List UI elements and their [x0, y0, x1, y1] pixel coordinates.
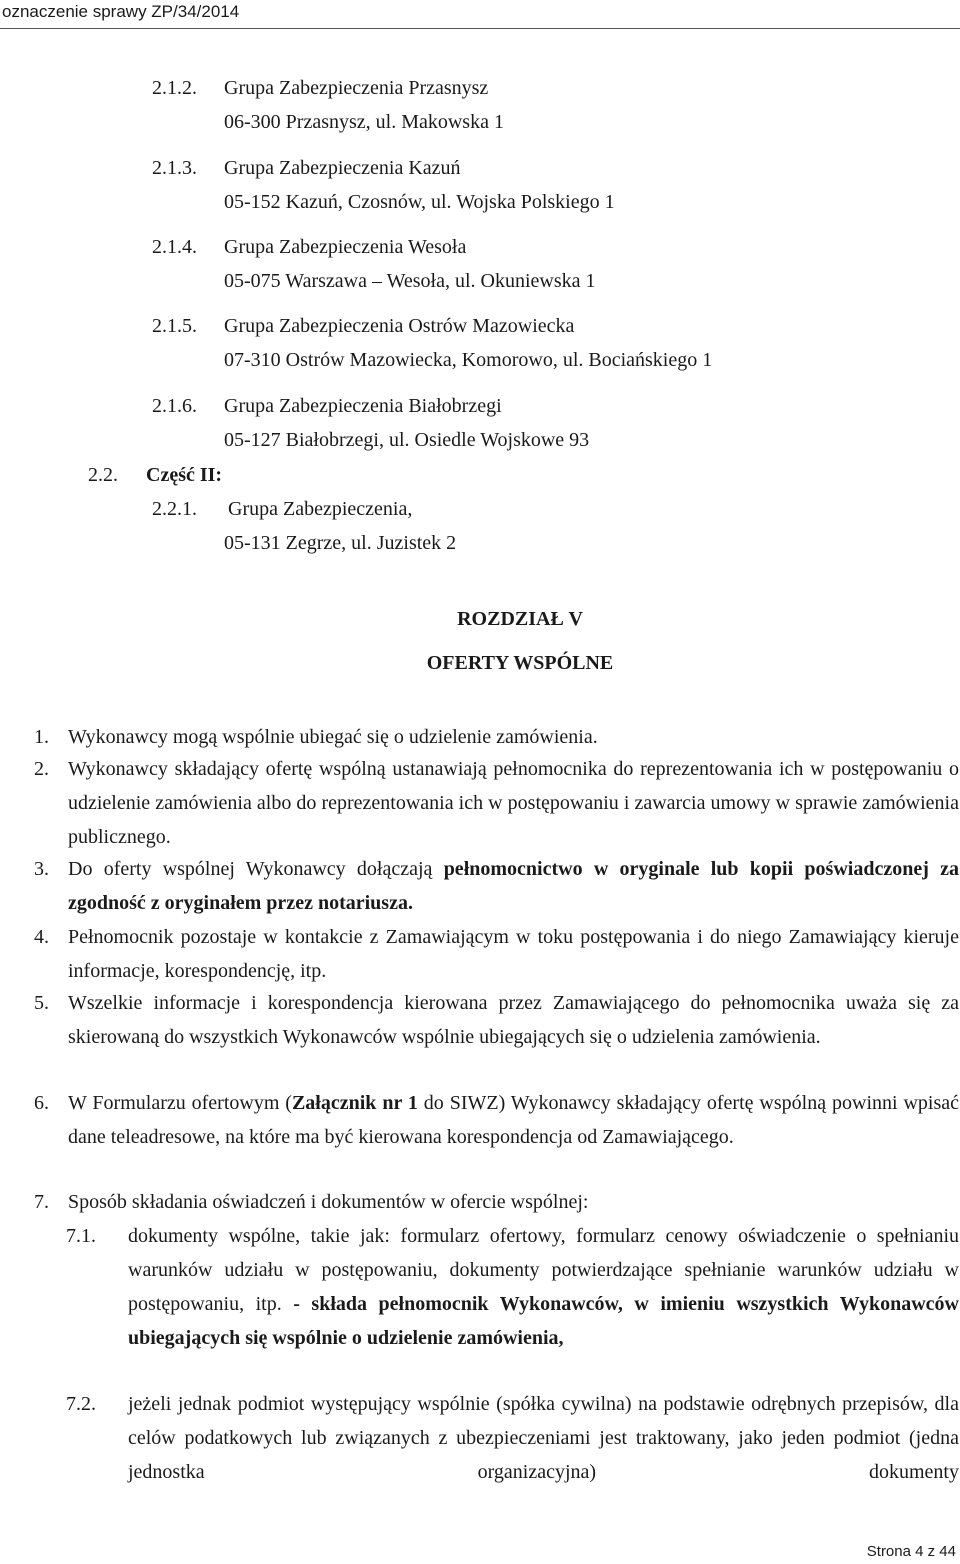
point-text-bold: Załącznik nr 1 [291, 1092, 418, 1114]
point-number: 7. [34, 1191, 49, 1213]
chapter-subtitle: OFERTY WSPÓLNE [426, 652, 614, 674]
point-text-regular: do SIWZ) Wykonawcy składający ofertę wspólną powinni wpisać dane teleadresowe, na które ma być kierowana korespondencja od Zamawiającego. [68, 1092, 959, 1148]
point-text: Sposób składania oświadczeń i dokumentów w ofercie wspólnej: [68, 1191, 589, 1213]
address-line: 05-075 Warszawa – Wesoła, ul. Okuniewska 1 [224, 270, 596, 292]
point-text [68, 1086, 959, 1154]
point-text: Wszelkie informacje i korespondencja kierowana przez Zamawiającego do pełnomocnika uważa się za skierowaną do wszystkich Wykonawców wspólnie ubiegających się o udzielenia zamówienia. [68, 992, 959, 1048]
point-number: 3. [34, 858, 49, 880]
page-number: Strona 4 z 44 [866, 1543, 956, 1560]
address-number: 2.2.1. [152, 498, 197, 520]
point-text: Pełnomocnik pozostaje w kontakcie z Zamawiającym w toku postępowania i do niego Zamawiający kieruje informacje, korespondencję, itp. [68, 926, 959, 982]
point-text-regular: dokumenty wspólne, takie jak: formularz ofertowy, formularz cenowy oświadczenie o spełnianiu warunków udziału w postępowaniu, dokumenty potwierdzające spełnianie warunków udziału w postępowaniu, itp. [128, 1225, 959, 1315]
point-number: 4. [34, 926, 49, 948]
part-label: Część II: [146, 464, 223, 486]
point-text [68, 852, 959, 920]
address-line: 06-300 Przasnysz, ul. Makowska 1 [224, 111, 504, 133]
point-number: 1. [34, 726, 49, 748]
address-line: 05-131 Zegrze, ul. Juzistek 2 [224, 532, 457, 554]
document-reference: oznaczenie sprawy ZP/34/2014 [2, 2, 240, 21]
address-name: Grupa Zabezpieczenia Wesoła [224, 236, 467, 258]
point-text: jeżeli jednak podmiot występujący wspólnie (spółka cywilna) na podstawie odrębnych przepisów, dla celów podatkowych lub związanych z ubezpieczeniami jest traktowany, jako jeden podmiot (jedna jednostka organizacyjna) dokumenty [128, 1393, 959, 1483]
address-name: Grupa Zabezpieczenia Przasnysz [224, 77, 489, 99]
address-name: Grupa Zabezpieczenia Białobrzegi [224, 395, 502, 417]
address-line: 07-310 Ostrów Mazowiecka, Komorowo, ul. Bociańskiego 1 [224, 349, 713, 371]
point-text: Wykonawcy składający ofertę wspólną ustanawiają pełnomocnika do reprezentowania ich w postępowaniu o udzielenie zamówienia albo do reprezentowania ich w postępowaniu i zawarcia umowy w sprawie zamówienia publicznego. [68, 758, 959, 848]
point-text-regular: Do oferty wspólnej Wykonawcy dołączają [68, 858, 444, 880]
address-name: Grupa Zabezpieczenia Ostrów Mazowiecka [224, 315, 575, 337]
point-number: 2. [34, 758, 49, 780]
point-number: 5. [34, 992, 49, 1014]
point-text-regular: W Formularzu ofertowym ( [68, 1092, 292, 1114]
point-number: 7.2. [66, 1393, 96, 1415]
point-text: Wykonawcy mogą wspólnie ubiegać się o udzielenie zamówienia. [68, 726, 598, 748]
part-number: 2.2. [88, 464, 118, 486]
chapter-title: ROZDZIAŁ V [457, 608, 583, 630]
address-name: Grupa Zabezpieczenia, [228, 498, 413, 520]
address-number: 2.1.6. [152, 395, 197, 417]
address-number: 2.1.4. [152, 236, 197, 258]
address-number: 2.1.2. [152, 77, 197, 99]
point-text [128, 1219, 959, 1355]
point-text-bold: - składa pełnomocnik Wykonawców, w imieniu wszystkich Wykonawców ubiegających się wspólnie o udzielenie zamówienia, [128, 1293, 959, 1349]
address-line: 05-127 Białobrzegi, ul. Osiedle Wojskowe 93 [224, 429, 590, 451]
point-number: 7.1. [66, 1225, 96, 1247]
header-divider [0, 28, 960, 29]
address-number: 2.1.5. [152, 315, 197, 337]
address-line: 05-152 Kazuń, Czosnów, ul. Wojska Polskiego 1 [224, 191, 615, 213]
address-name: Grupa Zabezpieczenia Kazuń [224, 157, 461, 179]
address-number: 2.1.3. [152, 157, 197, 179]
point-text-bold: pełnomocnictwo w oryginale lub kopii poświadczonej za zgodność z oryginałem przez notariusza. [68, 858, 959, 914]
point-number: 6. [34, 1092, 49, 1114]
